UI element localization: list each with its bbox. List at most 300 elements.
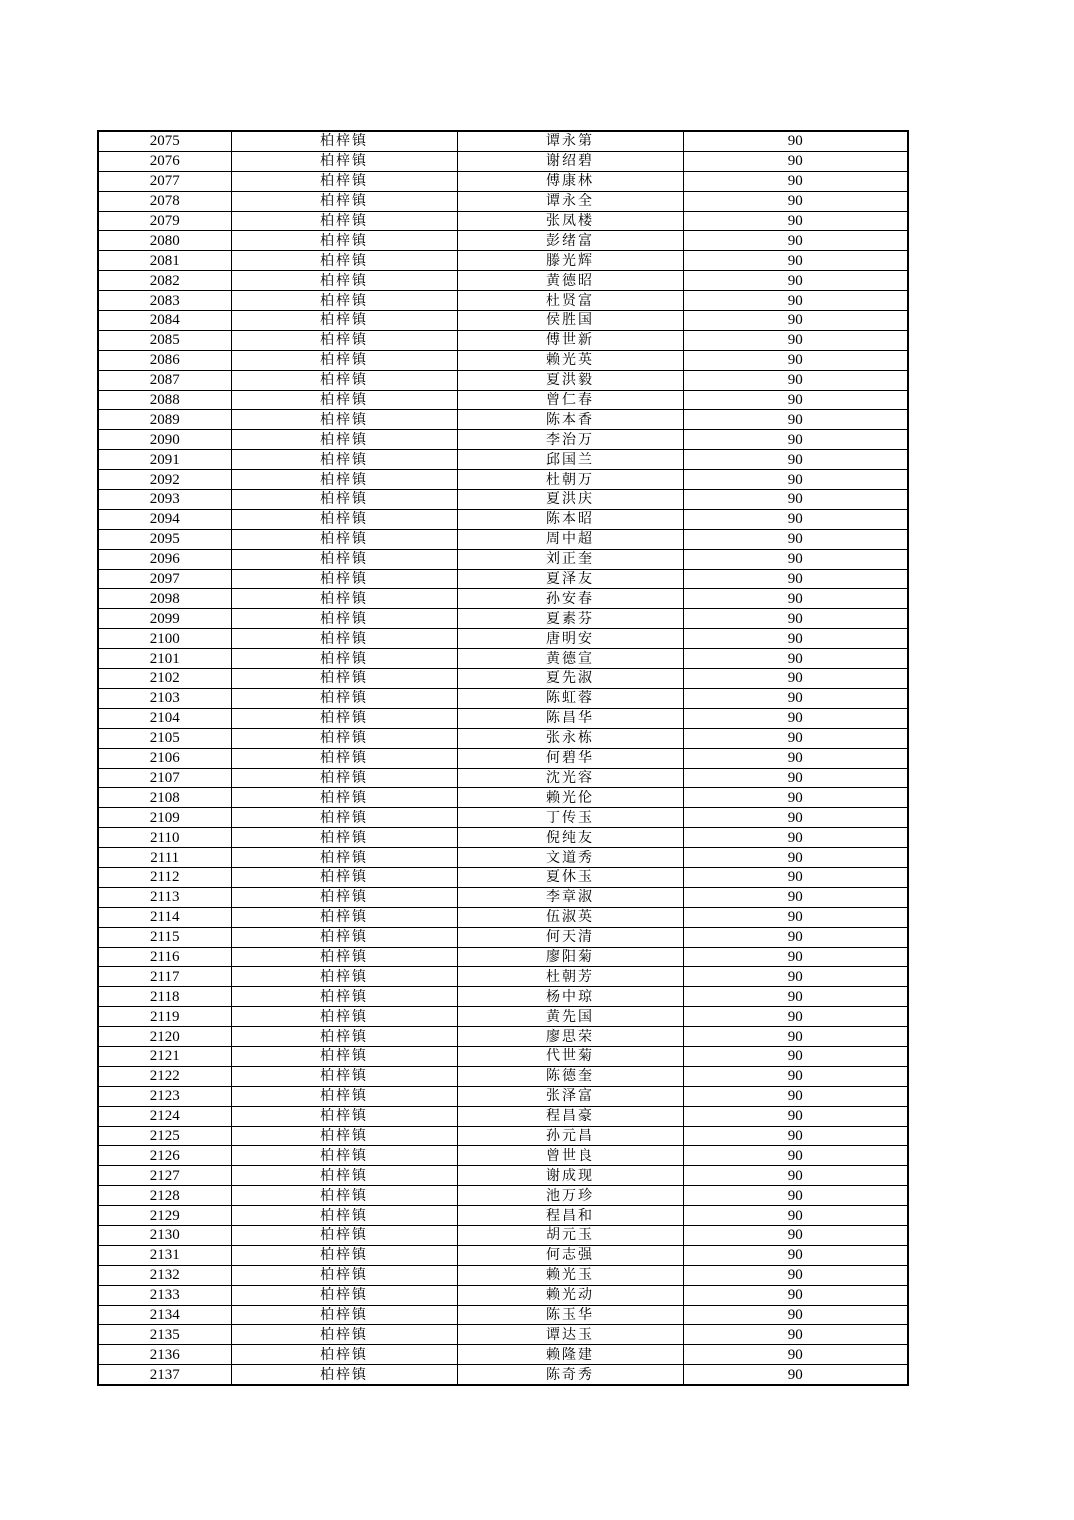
person-name-cell: 程昌和: [457, 1206, 683, 1226]
amount-cell: 90: [683, 1086, 908, 1106]
person-name-cell: 陈虹蓉: [457, 688, 683, 708]
town-cell: 柏梓镇: [231, 1146, 457, 1166]
person-name-cell: 陈德奎: [457, 1066, 683, 1086]
town-cell: 柏梓镇: [231, 907, 457, 927]
town-cell: 柏梓镇: [231, 549, 457, 569]
person-name-cell: 丁传玉: [457, 808, 683, 828]
town-cell: 柏梓镇: [231, 967, 457, 987]
row-number-cell: 2118: [98, 987, 231, 1007]
row-number-cell: 2131: [98, 1245, 231, 1265]
row-number-cell: 2093: [98, 490, 231, 510]
table-row: [98, 370, 908, 390]
amount-cell: 90: [683, 1186, 908, 1206]
town-cell: 柏梓镇: [231, 788, 457, 808]
row-number-cell: 2120: [98, 1027, 231, 1047]
table-row: [98, 669, 908, 689]
row-number-cell: 2101: [98, 649, 231, 669]
table-row: [98, 728, 908, 748]
town-cell: 柏梓镇: [231, 569, 457, 589]
amount-cell: 90: [683, 350, 908, 370]
amount-cell: 90: [683, 370, 908, 390]
row-number-cell: 2089: [98, 410, 231, 430]
person-name-cell: 黄德宣: [457, 649, 683, 669]
amount-cell: 90: [683, 987, 908, 1007]
town-cell: 柏梓镇: [231, 987, 457, 1007]
table-row: [98, 251, 908, 271]
town-cell: 柏梓镇: [231, 231, 457, 251]
person-name-cell: 赖光玉: [457, 1265, 683, 1285]
amount-cell: 90: [683, 589, 908, 609]
person-name-cell: 沈光容: [457, 768, 683, 788]
row-number-cell: 2091: [98, 450, 231, 470]
person-name-cell: 陈本香: [457, 410, 683, 430]
row-number-cell: 2090: [98, 430, 231, 450]
roster-sheet: [97, 130, 907, 1386]
amount-cell: 90: [683, 907, 908, 927]
town-cell: 柏梓镇: [231, 350, 457, 370]
amount-cell: 90: [683, 470, 908, 490]
person-name-cell: 侯胜国: [457, 311, 683, 331]
row-number-cell: 2132: [98, 1265, 231, 1285]
amount-cell: 90: [683, 748, 908, 768]
amount-cell: 90: [683, 1046, 908, 1066]
town-cell: 柏梓镇: [231, 1345, 457, 1365]
town-cell: 柏梓镇: [231, 370, 457, 390]
row-number-cell: 2077: [98, 171, 231, 191]
table-row: [98, 788, 908, 808]
amount-cell: 90: [683, 211, 908, 231]
town-cell: 柏梓镇: [231, 490, 457, 510]
row-number-cell: 2100: [98, 629, 231, 649]
row-number-cell: 2082: [98, 271, 231, 291]
table-row: [98, 1146, 908, 1166]
row-number-cell: 2124: [98, 1106, 231, 1126]
person-name-cell: 杨中琼: [457, 987, 683, 1007]
person-name-cell: 黄先国: [457, 1007, 683, 1027]
town-cell: 柏梓镇: [231, 1126, 457, 1146]
town-cell: 柏梓镇: [231, 887, 457, 907]
table-row: [98, 131, 908, 151]
table-row: [98, 1027, 908, 1047]
town-cell: 柏梓镇: [231, 1027, 457, 1047]
person-name-cell: 傅康林: [457, 171, 683, 191]
person-name-cell: 赖光伦: [457, 788, 683, 808]
row-number-cell: 2107: [98, 768, 231, 788]
amount-cell: 90: [683, 311, 908, 331]
amount-cell: 90: [683, 1325, 908, 1345]
town-cell: 柏梓镇: [231, 609, 457, 629]
table-row: [98, 529, 908, 549]
town-cell: 柏梓镇: [231, 828, 457, 848]
roster-table: [97, 130, 909, 1386]
row-number-cell: 2126: [98, 1146, 231, 1166]
row-number-cell: 2102: [98, 669, 231, 689]
amount-cell: 90: [683, 231, 908, 251]
person-name-cell: 文道秀: [457, 848, 683, 868]
row-number-cell: 2076: [98, 151, 231, 171]
town-cell: 柏梓镇: [231, 1166, 457, 1186]
person-name-cell: 孙元昌: [457, 1126, 683, 1146]
town-cell: 柏梓镇: [231, 1265, 457, 1285]
town-cell: 柏梓镇: [231, 211, 457, 231]
town-cell: 柏梓镇: [231, 430, 457, 450]
row-number-cell: 2105: [98, 728, 231, 748]
row-number-cell: 2087: [98, 370, 231, 390]
amount-cell: 90: [683, 728, 908, 748]
table-row: [98, 1225, 908, 1245]
table-row: [98, 1365, 908, 1385]
town-cell: 柏梓镇: [231, 669, 457, 689]
amount-cell: 90: [683, 1305, 908, 1325]
town-cell: 柏梓镇: [231, 271, 457, 291]
amount-cell: 90: [683, 1106, 908, 1126]
town-cell: 柏梓镇: [231, 1086, 457, 1106]
table-row: [98, 1066, 908, 1086]
row-number-cell: 2128: [98, 1186, 231, 1206]
person-name-cell: 赖光英: [457, 350, 683, 370]
row-number-cell: 2117: [98, 967, 231, 987]
town-cell: 柏梓镇: [231, 629, 457, 649]
person-name-cell: 谢成现: [457, 1166, 683, 1186]
table-row: [98, 1345, 908, 1365]
town-cell: 柏梓镇: [231, 1186, 457, 1206]
amount-cell: 90: [683, 151, 908, 171]
table-row: [98, 509, 908, 529]
table-row: [98, 768, 908, 788]
person-name-cell: 杜朝万: [457, 470, 683, 490]
amount-cell: 90: [683, 410, 908, 430]
row-number-cell: 2112: [98, 867, 231, 887]
town-cell: 柏梓镇: [231, 191, 457, 211]
amount-cell: 90: [683, 768, 908, 788]
row-number-cell: 2081: [98, 251, 231, 271]
person-name-cell: 陈奇秀: [457, 1365, 683, 1385]
table-row: [98, 609, 908, 629]
table-row: [98, 430, 908, 450]
table-row: [98, 1046, 908, 1066]
table-row: [98, 1325, 908, 1345]
row-number-cell: 2133: [98, 1285, 231, 1305]
person-name-cell: 曾世良: [457, 1146, 683, 1166]
town-cell: 柏梓镇: [231, 529, 457, 549]
person-name-cell: 陈玉华: [457, 1305, 683, 1325]
amount-cell: 90: [683, 330, 908, 350]
table-row: [98, 271, 908, 291]
town-cell: 柏梓镇: [231, 728, 457, 748]
amount-cell: 90: [683, 509, 908, 529]
town-cell: 柏梓镇: [231, 1106, 457, 1126]
amount-cell: 90: [683, 1066, 908, 1086]
amount-cell: 90: [683, 828, 908, 848]
table-row: [98, 967, 908, 987]
amount-cell: 90: [683, 1027, 908, 1047]
town-cell: 柏梓镇: [231, 848, 457, 868]
person-name-cell: 廖思荣: [457, 1027, 683, 1047]
table-row: [98, 350, 908, 370]
person-name-cell: 唐明安: [457, 629, 683, 649]
row-number-cell: 2111: [98, 848, 231, 868]
table-row: [98, 450, 908, 470]
town-cell: 柏梓镇: [231, 1206, 457, 1226]
table-row: [98, 927, 908, 947]
row-number-cell: 2088: [98, 390, 231, 410]
amount-cell: 90: [683, 649, 908, 669]
table-row: [98, 1106, 908, 1126]
table-row: [98, 848, 908, 868]
town-cell: 柏梓镇: [231, 1066, 457, 1086]
person-name-cell: 陈昌华: [457, 708, 683, 728]
row-number-cell: 2092: [98, 470, 231, 490]
row-number-cell: 2130: [98, 1225, 231, 1245]
row-number-cell: 2098: [98, 589, 231, 609]
person-name-cell: 程昌豪: [457, 1106, 683, 1126]
amount-cell: 90: [683, 1166, 908, 1186]
person-name-cell: 杜贤富: [457, 291, 683, 311]
person-name-cell: 滕光辉: [457, 251, 683, 271]
person-name-cell: 夏素芬: [457, 609, 683, 629]
row-number-cell: 2079: [98, 211, 231, 231]
row-number-cell: 2096: [98, 549, 231, 569]
person-name-cell: 夏先淑: [457, 669, 683, 689]
town-cell: 柏梓镇: [231, 251, 457, 271]
person-name-cell: 何碧华: [457, 748, 683, 768]
amount-cell: 90: [683, 609, 908, 629]
person-name-cell: 孙安春: [457, 589, 683, 609]
table-row: [98, 171, 908, 191]
table-row: [98, 1206, 908, 1226]
town-cell: 柏梓镇: [231, 390, 457, 410]
person-name-cell: 夏洪庆: [457, 490, 683, 510]
row-number-cell: 2099: [98, 609, 231, 629]
table-row: [98, 1166, 908, 1186]
table-row: [98, 470, 908, 490]
amount-cell: 90: [683, 1265, 908, 1285]
town-cell: 柏梓镇: [231, 410, 457, 430]
amount-cell: 90: [683, 1146, 908, 1166]
amount-cell: 90: [683, 191, 908, 211]
town-cell: 柏梓镇: [231, 450, 457, 470]
table-row: [98, 569, 908, 589]
table-row: [98, 867, 908, 887]
town-cell: 柏梓镇: [231, 1046, 457, 1066]
row-number-cell: 2108: [98, 788, 231, 808]
amount-cell: 90: [683, 529, 908, 549]
amount-cell: 90: [683, 808, 908, 828]
town-cell: 柏梓镇: [231, 470, 457, 490]
row-number-cell: 2135: [98, 1325, 231, 1345]
town-cell: 柏梓镇: [231, 330, 457, 350]
amount-cell: 90: [683, 967, 908, 987]
row-number-cell: 2125: [98, 1126, 231, 1146]
amount-cell: 90: [683, 1285, 908, 1305]
table-row: [98, 629, 908, 649]
person-name-cell: 代世菊: [457, 1046, 683, 1066]
town-cell: 柏梓镇: [231, 171, 457, 191]
table-row: [98, 211, 908, 231]
table-row: [98, 1126, 908, 1146]
town-cell: 柏梓镇: [231, 708, 457, 728]
town-cell: 柏梓镇: [231, 311, 457, 331]
row-number-cell: 2097: [98, 569, 231, 589]
row-number-cell: 2106: [98, 748, 231, 768]
table-row: [98, 311, 908, 331]
amount-cell: 90: [683, 887, 908, 907]
row-number-cell: 2104: [98, 708, 231, 728]
person-name-cell: 张泽富: [457, 1086, 683, 1106]
table-row: [98, 887, 908, 907]
amount-cell: 90: [683, 1126, 908, 1146]
row-number-cell: 2136: [98, 1345, 231, 1365]
roster-table-body: [98, 131, 908, 1385]
row-number-cell: 2113: [98, 887, 231, 907]
town-cell: 柏梓镇: [231, 808, 457, 828]
town-cell: 柏梓镇: [231, 509, 457, 529]
row-number-cell: 2129: [98, 1206, 231, 1226]
person-name-cell: 傅世新: [457, 330, 683, 350]
amount-cell: 90: [683, 867, 908, 887]
amount-cell: 90: [683, 1007, 908, 1027]
amount-cell: 90: [683, 1345, 908, 1365]
table-row: [98, 828, 908, 848]
row-number-cell: 2080: [98, 231, 231, 251]
row-number-cell: 2115: [98, 927, 231, 947]
amount-cell: 90: [683, 708, 908, 728]
person-name-cell: 周中超: [457, 529, 683, 549]
table-row: [98, 410, 908, 430]
row-number-cell: 2122: [98, 1066, 231, 1086]
row-number-cell: 2110: [98, 828, 231, 848]
row-number-cell: 2127: [98, 1166, 231, 1186]
table-row: [98, 1245, 908, 1265]
row-number-cell: 2123: [98, 1086, 231, 1106]
table-row: [98, 549, 908, 569]
person-name-cell: 彭绪富: [457, 231, 683, 251]
table-row: [98, 1186, 908, 1206]
row-number-cell: 2137: [98, 1365, 231, 1385]
row-number-cell: 2086: [98, 350, 231, 370]
row-number-cell: 2119: [98, 1007, 231, 1027]
person-name-cell: 张凤楼: [457, 211, 683, 231]
person-name-cell: 夏泽友: [457, 569, 683, 589]
table-row: [98, 649, 908, 669]
row-number-cell: 2109: [98, 808, 231, 828]
amount-cell: 90: [683, 1365, 908, 1385]
amount-cell: 90: [683, 947, 908, 967]
person-name-cell: 谭达玉: [457, 1325, 683, 1345]
town-cell: 柏梓镇: [231, 589, 457, 609]
amount-cell: 90: [683, 669, 908, 689]
person-name-cell: 黄德昭: [457, 271, 683, 291]
table-row: [98, 291, 908, 311]
amount-cell: 90: [683, 1206, 908, 1226]
table-row: [98, 907, 908, 927]
town-cell: 柏梓镇: [231, 947, 457, 967]
amount-cell: 90: [683, 291, 908, 311]
row-number-cell: 2134: [98, 1305, 231, 1325]
town-cell: 柏梓镇: [231, 867, 457, 887]
amount-cell: 90: [683, 450, 908, 470]
amount-cell: 90: [683, 171, 908, 191]
person-name-cell: 伍淑英: [457, 907, 683, 927]
row-number-cell: 2078: [98, 191, 231, 211]
town-cell: 柏梓镇: [231, 1225, 457, 1245]
table-row: [98, 151, 908, 171]
amount-cell: 90: [683, 251, 908, 271]
table-row: [98, 1265, 908, 1285]
amount-cell: 90: [683, 788, 908, 808]
person-name-cell: 张永栋: [457, 728, 683, 748]
table-row: [98, 947, 908, 967]
table-row: [98, 748, 908, 768]
amount-cell: 90: [683, 271, 908, 291]
town-cell: 柏梓镇: [231, 649, 457, 669]
town-cell: 柏梓镇: [231, 688, 457, 708]
person-name-cell: 池万珍: [457, 1186, 683, 1206]
person-name-cell: 李治万: [457, 430, 683, 450]
person-name-cell: 倪纯友: [457, 828, 683, 848]
amount-cell: 90: [683, 629, 908, 649]
table-row: [98, 330, 908, 350]
table-row: [98, 1305, 908, 1325]
town-cell: 柏梓镇: [231, 748, 457, 768]
table-row: [98, 688, 908, 708]
person-name-cell: 赖隆建: [457, 1345, 683, 1365]
amount-cell: 90: [683, 1225, 908, 1245]
person-name-cell: 廖阳菊: [457, 947, 683, 967]
table-row: [98, 1285, 908, 1305]
table-row: [98, 390, 908, 410]
person-name-cell: 夏休玉: [457, 867, 683, 887]
amount-cell: 90: [683, 688, 908, 708]
table-row: [98, 708, 908, 728]
row-number-cell: 2095: [98, 529, 231, 549]
town-cell: 柏梓镇: [231, 1325, 457, 1345]
person-name-cell: 胡元玉: [457, 1225, 683, 1245]
table-row: [98, 1007, 908, 1027]
person-name-cell: 李章淑: [457, 887, 683, 907]
row-number-cell: 2085: [98, 330, 231, 350]
table-row: [98, 1086, 908, 1106]
person-name-cell: 谭永第: [457, 131, 683, 151]
town-cell: 柏梓镇: [231, 1365, 457, 1385]
town-cell: 柏梓镇: [231, 1245, 457, 1265]
amount-cell: 90: [683, 549, 908, 569]
amount-cell: 90: [683, 569, 908, 589]
person-name-cell: 刘正奎: [457, 549, 683, 569]
person-name-cell: 杜朝芳: [457, 967, 683, 987]
amount-cell: 90: [683, 390, 908, 410]
row-number-cell: 2075: [98, 131, 231, 151]
person-name-cell: 夏洪毅: [457, 370, 683, 390]
person-name-cell: 谢绍碧: [457, 151, 683, 171]
town-cell: 柏梓镇: [231, 151, 457, 171]
table-row: [98, 808, 908, 828]
town-cell: 柏梓镇: [231, 927, 457, 947]
person-name-cell: 谭永全: [457, 191, 683, 211]
amount-cell: 90: [683, 131, 908, 151]
person-name-cell: 邱国兰: [457, 450, 683, 470]
table-row: [98, 231, 908, 251]
town-cell: 柏梓镇: [231, 291, 457, 311]
person-name-cell: 何天清: [457, 927, 683, 947]
row-number-cell: 2084: [98, 311, 231, 331]
amount-cell: 90: [683, 848, 908, 868]
amount-cell: 90: [683, 1245, 908, 1265]
amount-cell: 90: [683, 430, 908, 450]
amount-cell: 90: [683, 927, 908, 947]
town-cell: 柏梓镇: [231, 131, 457, 151]
person-name-cell: 赖光动: [457, 1285, 683, 1305]
